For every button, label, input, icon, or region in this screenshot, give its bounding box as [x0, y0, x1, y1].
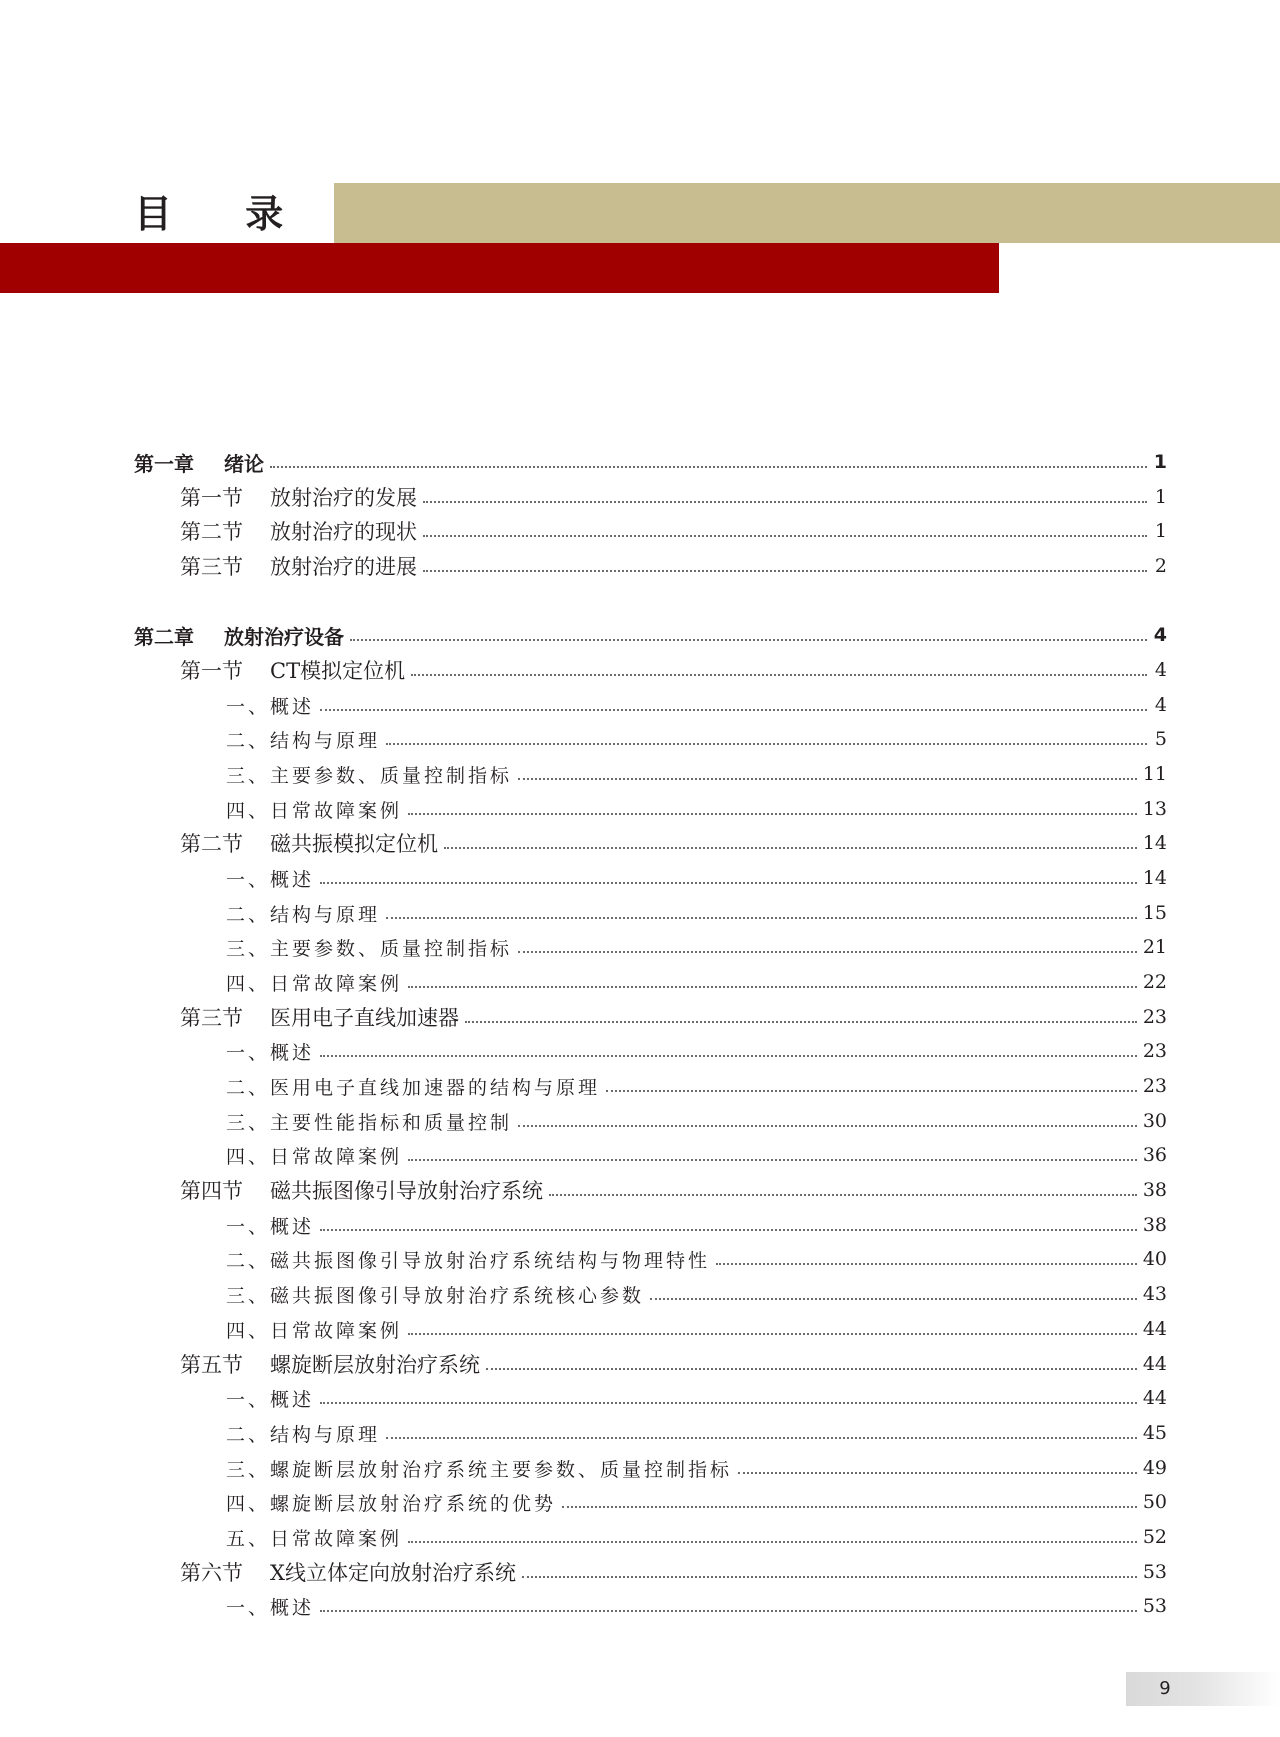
- toc-section-row[interactable]: [180, 1175, 1167, 1205]
- toc-entry-title: 二、医用电子直线加速器的结构与原理: [226, 1076, 601, 1099]
- toc-entry-title: 二、结构与原理: [226, 903, 381, 926]
- toc-entry-page: 36: [1142, 1144, 1167, 1166]
- toc-entry-page: 23: [1142, 1006, 1167, 1028]
- toc-section-row[interactable]: [180, 655, 1167, 685]
- toc-entry-title: 二、结构与原理: [226, 1423, 381, 1446]
- toc-entry-page: 53: [1142, 1561, 1167, 1583]
- toc-section-row[interactable]: [180, 1349, 1167, 1379]
- toc-item-row[interactable]: [226, 932, 1167, 962]
- toc-entry-title: 一、概述: [226, 1215, 315, 1238]
- toc-item-row[interactable]: [226, 1591, 1167, 1621]
- dot-leader: [518, 951, 1137, 953]
- toc-entry-title: 绪论: [224, 451, 264, 476]
- toc-entry-page: 53: [1142, 1595, 1167, 1617]
- toc-entry-page: 49: [1142, 1457, 1167, 1479]
- toc-entry-page: 50: [1142, 1491, 1167, 1513]
- dot-leader: [320, 709, 1147, 711]
- dot-leader: [549, 1194, 1137, 1196]
- dot-leader: [408, 1333, 1137, 1335]
- dot-leader: [562, 1506, 1137, 1508]
- toc-section-row[interactable]: [180, 828, 1167, 858]
- dot-leader: [408, 1541, 1137, 1543]
- toc-item-row[interactable]: [226, 863, 1167, 893]
- toc-entry-page: 5: [1154, 728, 1167, 750]
- toc-entry-title: 五、日常故障案例: [226, 1527, 403, 1550]
- toc-entry-title: 三、主要性能指标和质量控制: [226, 1111, 513, 1134]
- toc-entry-title: 三、螺旋断层放射治疗系统主要参数、质量控制指标: [226, 1458, 733, 1481]
- toc-entry-page: 21: [1142, 936, 1167, 958]
- toc-entry-number: 第一节: [180, 486, 243, 510]
- toc-item-row[interactable]: [226, 724, 1167, 754]
- toc-entry-title: 放射治疗的发展: [270, 486, 417, 510]
- toc-entry-title: 四、日常故障案例: [226, 799, 403, 822]
- toc-entry-title: X线立体定向放射治疗系统: [270, 1561, 516, 1585]
- toc-entry-page: 4: [1153, 624, 1167, 646]
- dot-leader: [423, 535, 1147, 537]
- toc-item-row[interactable]: [226, 794, 1167, 824]
- toc-entry-page: 44: [1142, 1353, 1167, 1375]
- toc-item-row[interactable]: [226, 1314, 1167, 1344]
- toc-item-row[interactable]: [226, 1244, 1167, 1274]
- toc-entry-page: 1: [1154, 520, 1167, 542]
- toc-entry-page: 2: [1154, 555, 1167, 577]
- toc-item-row[interactable]: [226, 1487, 1167, 1517]
- toc-section-row[interactable]: [180, 551, 1167, 581]
- dot-leader: [408, 1159, 1137, 1161]
- toc-entry-title: 四、日常故障案例: [226, 1319, 403, 1342]
- toc-entry-title: 螺旋断层放射治疗系统: [270, 1353, 480, 1377]
- header-tan-band: [334, 183, 1280, 243]
- dot-leader: [518, 778, 1137, 780]
- toc-item-row[interactable]: [226, 1453, 1167, 1483]
- toc-entry-page: 1: [1153, 451, 1167, 473]
- toc-item-row[interactable]: [226, 1522, 1167, 1552]
- toc-entry-page: 1: [1154, 486, 1167, 508]
- toc-entry-title: 放射治疗的进展: [270, 555, 417, 579]
- dot-leader: [386, 1437, 1137, 1439]
- toc-item-row[interactable]: [226, 898, 1167, 928]
- toc-entry-title: 四、日常故障案例: [226, 972, 403, 995]
- dot-leader: [522, 1576, 1137, 1578]
- toc-entry-title: 四、日常故障案例: [226, 1145, 403, 1168]
- toc-entry-number: 第五节: [180, 1353, 243, 1377]
- dot-leader: [423, 570, 1147, 572]
- toc-entry-number: 第六节: [180, 1561, 243, 1585]
- toc-item-row[interactable]: [226, 1418, 1167, 1448]
- toc-entry-number: 第二节: [180, 520, 243, 544]
- toc-entry-page: 43: [1142, 1283, 1167, 1305]
- toc-entry-title: 放射治疗的现状: [270, 520, 417, 544]
- dot-leader: [386, 917, 1137, 919]
- toc-item-row[interactable]: [226, 690, 1167, 720]
- toc-section-row[interactable]: [180, 482, 1167, 512]
- toc-item-row[interactable]: [226, 1279, 1167, 1309]
- dot-leader: [486, 1368, 1137, 1370]
- toc-entry-number: 第一节: [180, 659, 243, 683]
- toc-entry-page: 38: [1142, 1214, 1167, 1236]
- toc-entry-title: 一、概述: [226, 868, 315, 891]
- dot-leader: [411, 674, 1147, 676]
- toc-item-row[interactable]: [226, 1106, 1167, 1136]
- dot-leader: [386, 743, 1147, 745]
- toc-entry-number: 第三节: [180, 1006, 243, 1030]
- dot-leader: [465, 1021, 1137, 1023]
- toc-entry-page: 14: [1142, 867, 1167, 889]
- toc-entry-number: 第一章: [134, 451, 194, 476]
- dot-leader: [350, 639, 1147, 641]
- header-red-band: [0, 243, 999, 293]
- toc-entry-number: 第三节: [180, 555, 243, 579]
- toc-entry-page: 52: [1142, 1526, 1167, 1548]
- toc-entry-page: 4: [1154, 694, 1167, 716]
- toc-entry-page: 11: [1142, 763, 1167, 785]
- toc-entry-page: 30: [1142, 1110, 1167, 1132]
- toc-entry-title: 磁共振图像引导放射治疗系统: [270, 1179, 543, 1203]
- toc-item-row[interactable]: [226, 1210, 1167, 1240]
- toc-entry-page: 4: [1154, 659, 1167, 681]
- toc-chapter-row[interactable]: [134, 620, 1167, 650]
- toc-entry-title: 一、概述: [226, 1388, 315, 1411]
- toc-item-row[interactable]: [226, 967, 1167, 997]
- dot-leader: [606, 1090, 1137, 1092]
- toc-entry-title: 三、磁共振图像引导放射治疗系统核心参数: [226, 1284, 645, 1307]
- dot-leader: [650, 1298, 1137, 1300]
- toc-entry-number: 第四节: [180, 1179, 243, 1203]
- toc-entry-page: 23: [1142, 1075, 1167, 1097]
- toc-entry-title: 一、概述: [226, 1596, 315, 1619]
- toc-item-row[interactable]: [226, 1140, 1167, 1170]
- toc-entry-page: 44: [1142, 1387, 1167, 1409]
- toc-entry-title: 三、主要参数、质量控制指标: [226, 764, 513, 787]
- toc-entry-number: 第二章: [134, 624, 194, 649]
- toc-entry-page: 23: [1142, 1040, 1167, 1062]
- toc-entry-page: 38: [1142, 1179, 1167, 1201]
- toc-entry-title: 一、概述: [226, 1041, 315, 1064]
- toc-entry-title: 磁共振模拟定位机: [270, 832, 438, 856]
- dot-leader: [444, 847, 1137, 849]
- toc-section-row[interactable]: [180, 1557, 1167, 1587]
- toc-entry-page: 14: [1142, 832, 1167, 854]
- dot-leader: [320, 882, 1137, 884]
- toc-entry-page: 22: [1142, 971, 1167, 993]
- toc-entry-title: 放射治疗设备: [224, 624, 344, 649]
- toc-entry-title: 四、螺旋断层放射治疗系统的优势: [226, 1492, 557, 1515]
- dot-leader: [738, 1472, 1137, 1474]
- toc-item-row[interactable]: [226, 1383, 1167, 1413]
- dot-leader: [270, 466, 1147, 468]
- dot-leader: [320, 1229, 1137, 1231]
- dot-leader: [716, 1263, 1137, 1265]
- toc-entry-title: CT模拟定位机: [270, 659, 406, 683]
- toc-entry-page: 15: [1142, 902, 1167, 924]
- toc-entry-page: 45: [1142, 1422, 1167, 1444]
- toc-item-row[interactable]: [226, 1071, 1167, 1101]
- page-title: 目 录: [134, 192, 314, 236]
- toc-entry-title: 二、结构与原理: [226, 729, 381, 752]
- dot-leader: [408, 813, 1137, 815]
- dot-leader: [423, 501, 1147, 503]
- toc-entry-page: 44: [1142, 1318, 1167, 1340]
- toc-entry-title: 三、主要参数、质量控制指标: [226, 937, 513, 960]
- toc-item-row[interactable]: [226, 759, 1167, 789]
- dot-leader: [408, 986, 1137, 988]
- toc-entry-page: 13: [1142, 798, 1167, 820]
- toc-entry-title: 二、磁共振图像引导放射治疗系统结构与物理特性: [226, 1249, 711, 1272]
- page-number: 9: [1159, 1678, 1171, 1699]
- toc-section-row[interactable]: [180, 516, 1167, 546]
- toc-entry-title: 医用电子直线加速器: [270, 1006, 459, 1030]
- dot-leader: [320, 1610, 1137, 1612]
- toc-chapter-row[interactable]: [134, 447, 1167, 477]
- dot-leader: [320, 1402, 1137, 1404]
- toc-entry-page: 40: [1142, 1248, 1167, 1270]
- dot-leader: [518, 1125, 1137, 1127]
- toc-entry-number: 第二节: [180, 832, 243, 856]
- dot-leader: [320, 1055, 1137, 1057]
- toc-section-row[interactable]: [180, 1002, 1167, 1032]
- toc-item-row[interactable]: [226, 1036, 1167, 1066]
- toc-entry-title: 一、概述: [226, 695, 315, 718]
